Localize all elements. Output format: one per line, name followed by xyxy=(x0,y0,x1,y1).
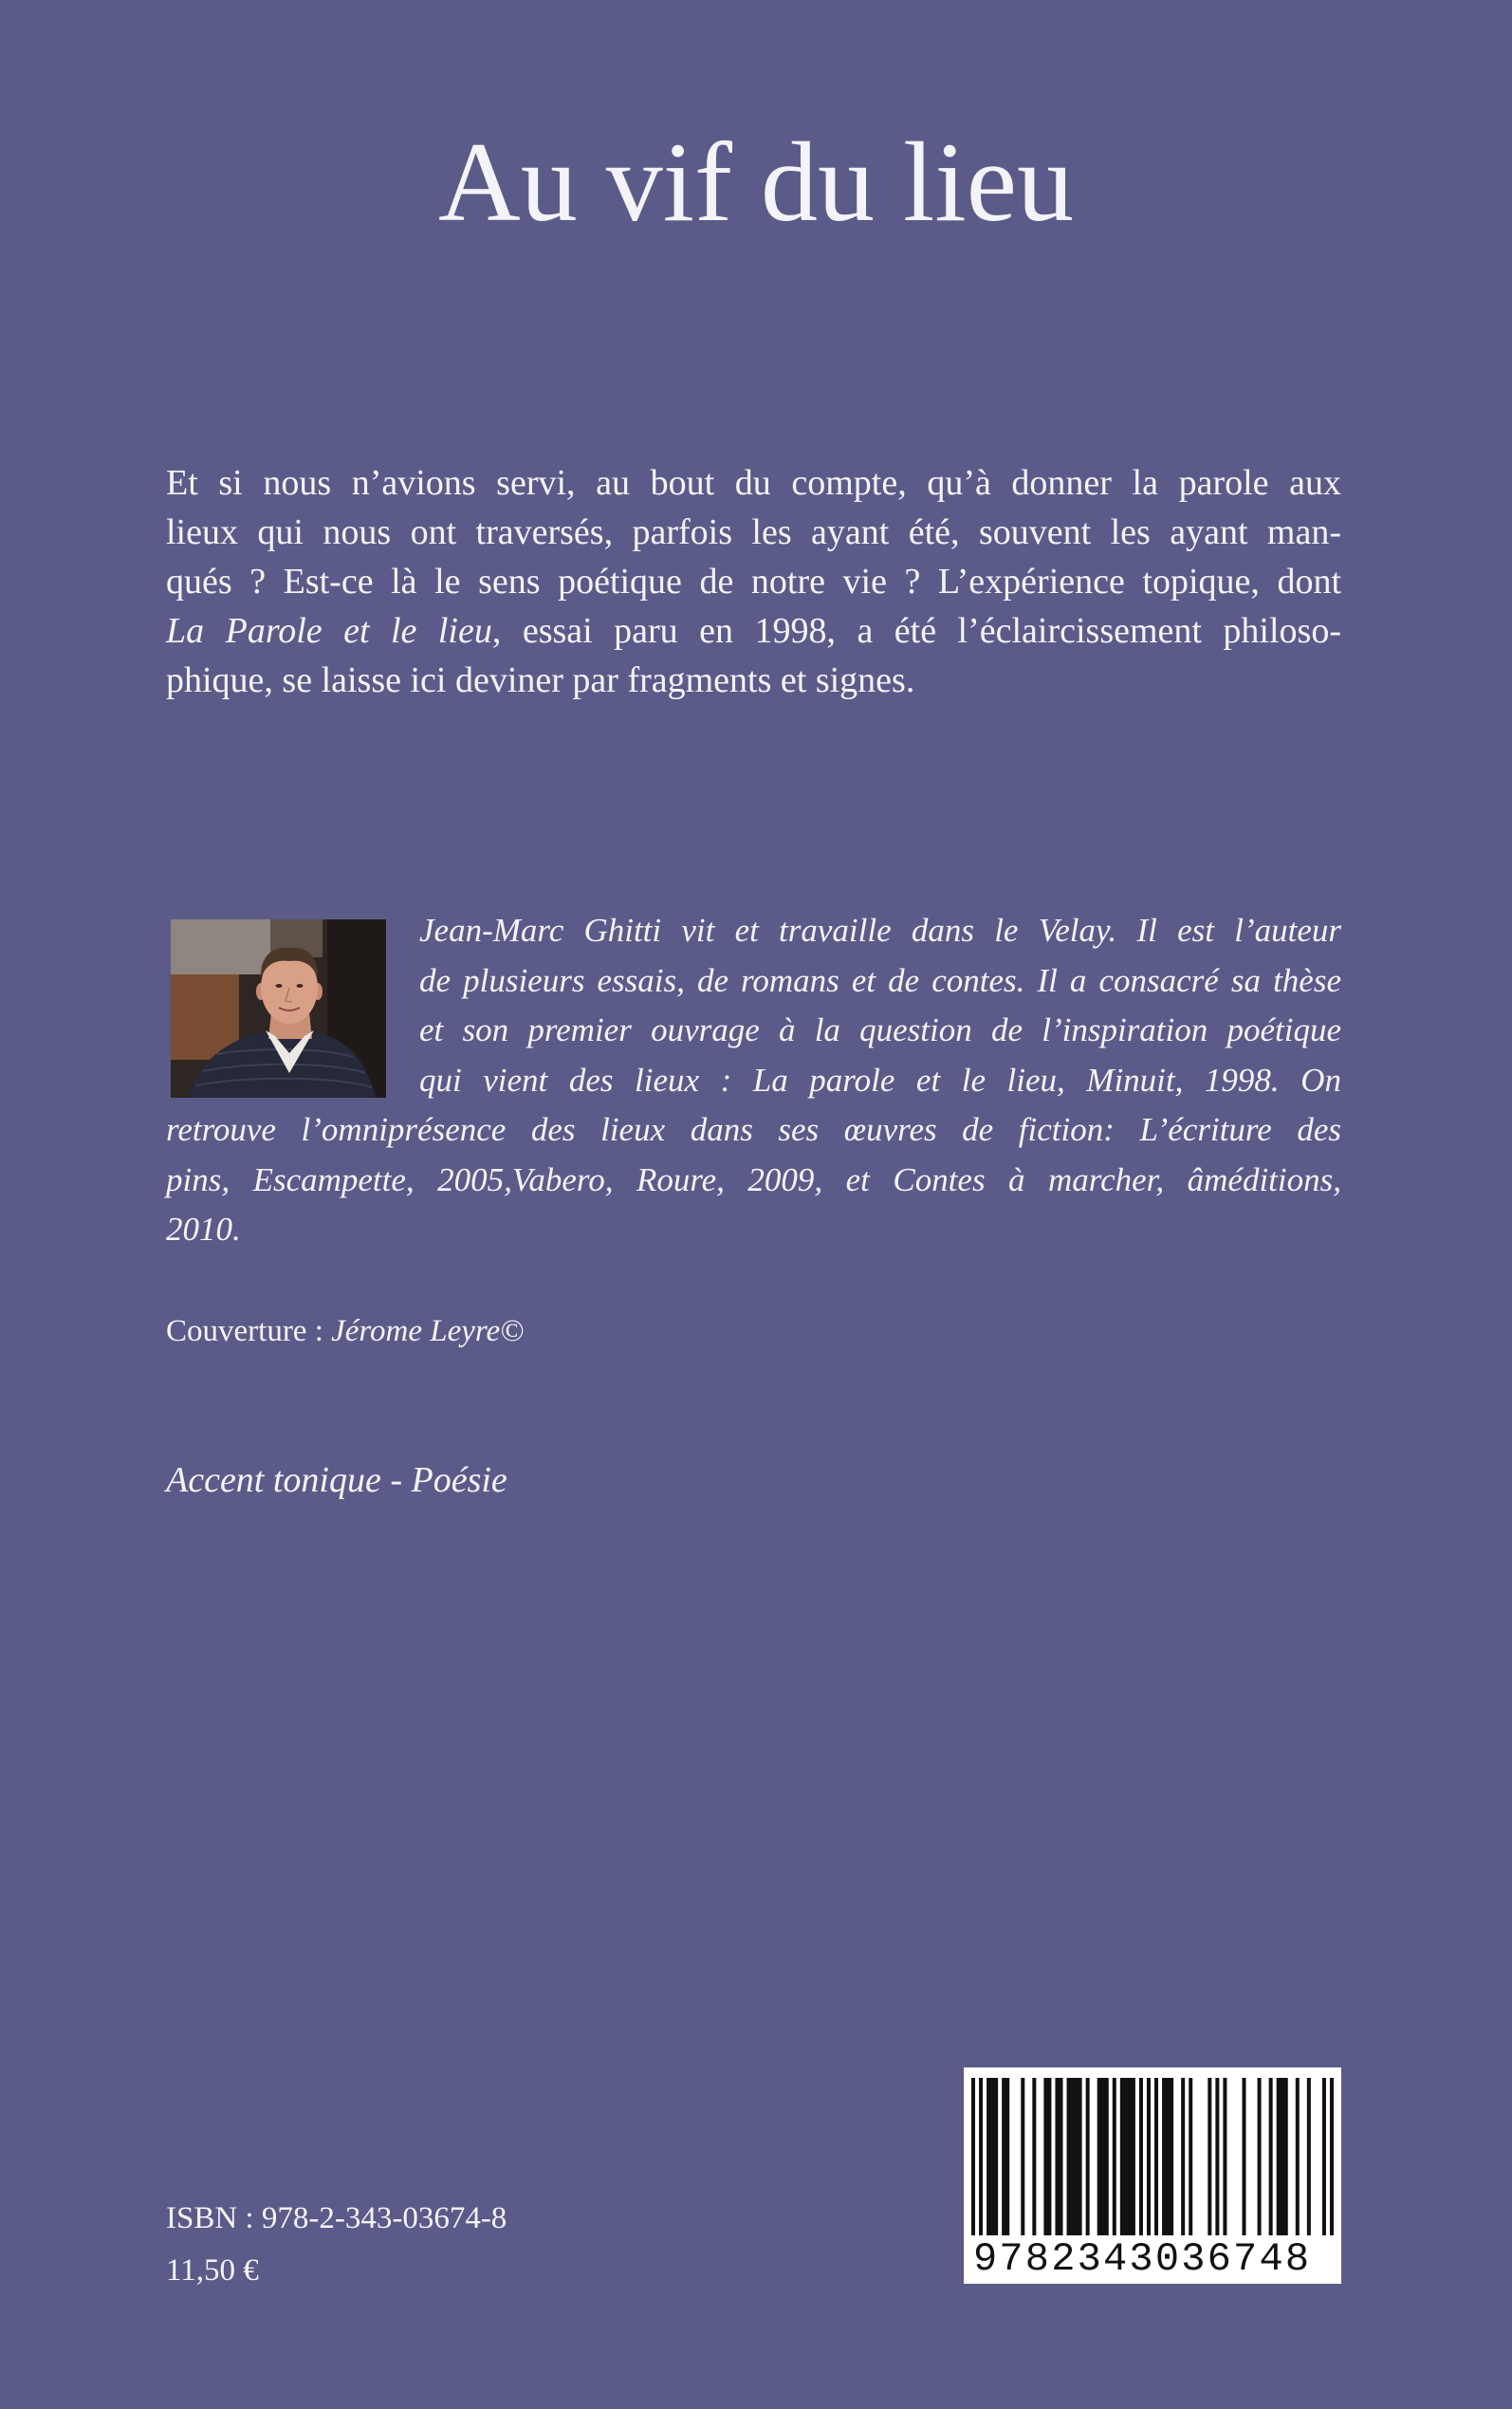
barcode-bar xyxy=(1113,2078,1116,2235)
blurb-line: Et si nous n’avions servi, au bout du compte, qu’à donner la parole aux xyxy=(166,463,1341,503)
essay-title: La Parole et le lieu xyxy=(166,611,492,651)
barcode-bar xyxy=(1258,2078,1262,2235)
barcode-bar xyxy=(1208,2078,1211,2235)
barcode-bars xyxy=(971,2078,1334,2235)
bio-line: retrouve l’omniprésence des lieux dans ses œuvres de fiction: L’écriture des xyxy=(166,1111,1341,1148)
blurb-line: qués ? Est-ce là le sens poétique de notre vie ? L’expérience topique, dont xyxy=(166,562,1341,602)
blurb-line: phique, se laisse ici deviner par fragments et signes. xyxy=(166,660,915,700)
barcode-bar xyxy=(986,2078,998,2235)
barcode-bar xyxy=(1032,2078,1036,2235)
cover-credit-name: Jérome Leyre© xyxy=(331,1314,525,1348)
author-bio xyxy=(166,906,1341,1255)
barcode-bar xyxy=(1097,2078,1109,2235)
cover-credit-label: Couverture : xyxy=(166,1314,332,1348)
bio-line: 2010. xyxy=(166,1211,241,1248)
barcode-bar xyxy=(1277,2078,1288,2235)
blurb-line: lieux qui nous ont traversés, parfois les ayant été, souvent les ayant man- xyxy=(166,512,1341,552)
barcode-bar xyxy=(1215,2078,1219,2235)
barcode-bar xyxy=(1330,2078,1334,2235)
barcode-bar xyxy=(1162,2078,1173,2235)
barcode-digits: 9782343036748 xyxy=(973,2236,1312,2282)
barcode-bar xyxy=(1067,2078,1082,2235)
barcode-bar xyxy=(1296,2078,1300,2235)
isbn-text: ISBN : 978-2-343-03674-8 xyxy=(166,2201,507,2235)
blurb-line xyxy=(166,606,1341,656)
barcode-bar xyxy=(1147,2078,1151,2235)
barcode-bar xyxy=(1189,2078,1192,2235)
bio-line: et son premier ouvrage à la question de l’inspiration poétique xyxy=(419,1011,1341,1048)
barcode xyxy=(964,2067,1341,2284)
book-title: Au vif du lieu xyxy=(438,119,1074,245)
cover-credit xyxy=(166,1312,524,1350)
barcode-bar xyxy=(971,2078,975,2235)
barcode-bar xyxy=(1322,2078,1326,2235)
barcode-bar xyxy=(1021,2078,1024,2235)
barcode-bar xyxy=(1242,2078,1245,2235)
barcode-bar xyxy=(1307,2078,1311,2235)
bio-line: pins, Escampette, 2005,Vabero, Roure, 2009, et Contes à marcher, âméditions, xyxy=(166,1160,1341,1198)
price-text: 11,50 € xyxy=(166,2253,259,2288)
collection-name: Accent tonique - Poésie xyxy=(166,1460,507,1500)
blurb-line-text: , essai paru en 1998, a été l’éclaircissement philoso- xyxy=(491,611,1341,651)
barcode-bar xyxy=(1002,2078,1009,2235)
barcode-bar xyxy=(1223,2078,1226,2235)
barcode-bar xyxy=(1154,2078,1158,2235)
barcode-bar xyxy=(1269,2078,1273,2235)
barcode-bar xyxy=(1181,2078,1185,2235)
barcode-bar xyxy=(1139,2078,1143,2235)
barcode-bar xyxy=(1086,2078,1090,2235)
bio-line: Jean-Marc Ghitti vit et travaille dans le Velay. Il est l’auteur xyxy=(419,912,1341,949)
barcode-bar xyxy=(1055,2078,1062,2235)
barcode-bar xyxy=(979,2078,983,2235)
blurb-paragraph xyxy=(166,458,1341,705)
bio-line: qui vient des lieux : La parole et le lieu, Minuit, 1998. On xyxy=(419,1061,1341,1099)
bio-line: de plusieurs essais, de romans et de contes. Il a consacré sa thèse xyxy=(419,961,1341,999)
barcode-bar xyxy=(1043,2078,1051,2235)
barcode-bar xyxy=(1120,2078,1135,2235)
